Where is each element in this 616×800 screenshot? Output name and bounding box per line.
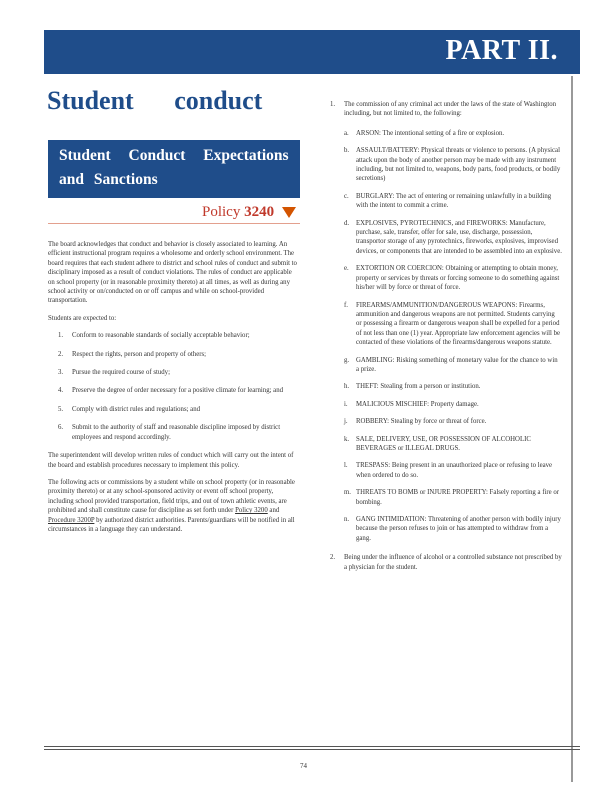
list-item: 2. Being under the influence of alcohol or a controlled substance not prescribed by a physician for the student. xyxy=(330,554,562,571)
paragraph-prohibited: The following acts or commissions by a student while on school property (or in reasonable proximity thereto) or at any school-sponsored activity or event off school property, including school provided transportation, field trips, and out of town athletic events, are prohibited and shall constitute cause for discipline as set forth under Policy 3200 and Procedure 3200P by authorized district authorities. Parents/guardians will be notified in all circumstances in a language they can understand. xyxy=(48,478,295,533)
paragraph-intro: The board acknowledges that conduct and behavior is closely associated to learning. An efficient instructional program requires a wholesome and orderly school environment. The board requires that each student adhere to district and school rules of conduct and submit to disciplinary imposed as a result of conduct violations. The rules of conduct are applicable on school property (or in reasonable proximity thereto) at all times, as well as during any school activity or on/conducted on or off campus and while on school-provided transportation. xyxy=(48,241,297,305)
list-item: a. ARSON: The intentional setting of a fire or explosion. xyxy=(344,129,505,137)
influence-item: Being under the influence of alcohol or a controlled substance not prescribed by a physician for the student. xyxy=(344,554,562,571)
triangle-down-icon xyxy=(282,207,296,218)
right-column xyxy=(330,100,562,580)
list-item: 3. Pursue the required course of study; xyxy=(58,369,170,377)
expected-intro: Students are expected to: xyxy=(48,314,117,322)
list-item: j. ROBBERY: Stealing by force or threat of force. xyxy=(344,418,487,426)
policy-word: Policy xyxy=(202,204,241,220)
list-item: 6. Submit to the authority of staff and reasonable discipline imposed by district employees and respond accordingly. xyxy=(58,424,281,441)
list-item: b. ASSAULT/BATTERY: Physical threats or violence to persons. (A physical attack upon the body of another person may be made with any instrument including, but not limited to, weapons, body parts, food products, or bodily secretions) xyxy=(344,147,561,183)
list-item: d. EXPLOSIVES, PYROTECHNICS, and FIREWORKS: Manufacture, purchase, sale, transfer, offer for sale, use, discharge, possession, transportor storage of any pyrotechnics, fireworks, explosives, improvised devices, or components that are intended to be assembled into an explosive. xyxy=(344,219,562,255)
list-item: 1. Conform to reasonable standards of socially acceptable behavior; xyxy=(58,332,250,340)
list-item: k. SALE, DELIVERY, USE, OR POSSESSION OF ALCOHOLIC BEVERAGES or ILLEGAL DRUGS. xyxy=(344,435,531,452)
section-title: Student conduct xyxy=(47,86,263,115)
right-margin-bar xyxy=(571,76,573,782)
list-item: l. TRESPASS: Being present in an unauthorized place or refusing to leave when ordered to do so. xyxy=(344,462,553,479)
part-banner xyxy=(44,30,580,74)
crimes-list xyxy=(330,129,562,543)
list-item: h. THEFT: Stealing from a person or institution. xyxy=(344,383,481,391)
list-item: 2. Respect the rights, person and property of others; xyxy=(58,350,207,358)
footer-rule xyxy=(44,749,580,750)
policy-label xyxy=(202,204,274,221)
list-item: 5. Comply with district rules and regulations; and xyxy=(58,405,200,413)
expectations-title-line2: and Sanctions xyxy=(59,171,158,188)
policy-rule xyxy=(48,223,300,224)
criminal-act-intro: The commission of any criminal act under the laws of the state of Washington including, but not limited to, the following: xyxy=(344,101,557,118)
policy-3200-link[interactable]: Policy 3200 xyxy=(235,507,268,515)
page-number: 74 xyxy=(300,762,307,770)
list-item: g. GAMBLING: Risking something of monetary value for the chance to win a prize. xyxy=(344,356,558,373)
part-title: PART II. xyxy=(445,35,558,66)
list-item: f. FIREARMS/AMMUNITION/DANGEROUS WEAPONS: Firearms, ammunition and dangerous weapons are not permitted. Students carrying or possessing a firearm or dangerous weapon shall be expelled for a period of not less than one (1) year. Appropriate law enforcement agencies will be contacted of these violations of the firearms/dangerous weapons statute. xyxy=(344,301,561,347)
list-item: i. MALICIOUS MISCHIEF: Property damage. xyxy=(344,400,479,408)
footer-rule xyxy=(44,746,580,747)
policy-number: 3240 xyxy=(244,204,275,220)
expected-list xyxy=(48,331,300,442)
list-item: m. THREATS TO BOMB or INJURE PROPERTY: Falsely reporting a fire or bombing. xyxy=(344,489,560,506)
list-item: 1. The commission of any criminal act under the laws of the state of Washington including, but not limited to, the following: xyxy=(330,100,562,119)
list-item: c. BURGLARY: The act of entering or remaining unlawfully in a building with the intent to commit a crime. xyxy=(344,192,552,210)
expectations-box xyxy=(48,140,300,198)
procedure-3200p-link[interactable]: Procedure 3200P xyxy=(48,516,95,524)
expectations-title-line1: Student Conduct Expectations xyxy=(59,147,289,164)
list-item: n. GANG INTIMIDATION: Threatening of another person with bodily injury because the person refuses to join or has attempted to withdraw from a gang. xyxy=(344,516,561,542)
left-column xyxy=(48,240,300,542)
list-item: 4. Preserve the degree of order necessary for a positive climate for learning; and xyxy=(58,387,283,395)
list-item: e. EXTORTION OR COERCION: Obtaining or attempting to obtain money, property or services by threats or forcing someone to do something against his/her will by force or threat of force. xyxy=(344,265,560,292)
paragraph-superintendent: The superintendent will develop written rules of conduct which will carry out the intent of the board and establish procedures necessary to implement this policy. xyxy=(48,452,294,469)
